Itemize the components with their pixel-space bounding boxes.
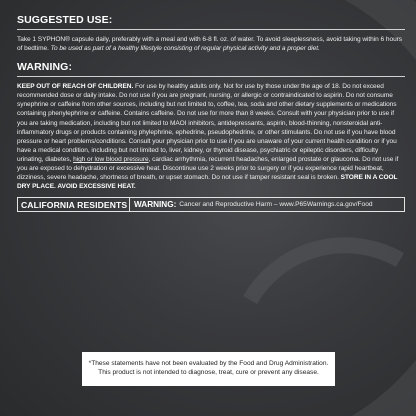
warning-underlined-condition: high or low blood pressure [73, 155, 149, 163]
prop65-warning-text: Cancer and Reproductive Harm – www.P65Warnings.ca.gov/Food [179, 201, 373, 209]
divider [17, 29, 405, 30]
warning-text [17, 82, 405, 191]
prop65-warning-label: WARNING: [134, 200, 177, 210]
fda-disclaimer-line2: This product is not intended to diagnose, treat, cure or prevent any disease. [98, 369, 319, 376]
fda-disclaimer-box [82, 352, 335, 386]
suggested-use-instructions: Take 1 SYPHON® capsule daily, preferably with a meal and with 6-8 fl. oz. of water. To avoid sleeplessness, avoid taking within 6 hours of bedtime. [17, 36, 403, 53]
california-warning-box [17, 197, 405, 212]
warning-body-part1: For use by healthy adults only. Not for use by those under the age of 18. Do not exceed recommended dose or daily intake. Do not use if you are pregnant, nursing, or allergic or contraindicated to aspirin. Do not consume synephrine or caffeine from other sources, including but not limited to, coffee, tea, soda and other dietary supplements or medications containing phenylephrine or caffeine. Contains caffeine. Do not use for more than 8 weeks. Consult with your physician prior to use if you are taking medication, including but not limited to MAOI inhibitors, antidepressants, aspirin, blood-thinning, nonsteroidal anti-inflammatory drugs or products containing phylephrine, ephedrine, pseudophedrine, or other stimulants. Do not use if you have blood pressure or heart problems/conditions. Consult your physician prior to use if you are unaware of your current health condition or if you have a medical condition, including but not limited to, liver, kidney, or thyroid disease, psychiatric or epileptic disorders, difficulty urinating, diabetes, [17, 83, 397, 163]
prop65-warning [130, 198, 404, 211]
warning-keep-out-of-reach: KEEP OUT OF REACH OF CHILDREN. [17, 83, 134, 91]
divider [17, 76, 405, 77]
suggested-use-lifestyle-note: To be used as part of a healthy lifestyle consisting of regular physical activity and a proper diet. [50, 45, 320, 53]
suggested-use-text [17, 35, 405, 53]
suggested-use-heading: SUGGESTED USE: [17, 14, 113, 26]
fda-disclaimer-line1: *These statements have not been evaluated by the Food and Drug Administration. [88, 360, 329, 367]
warning-body-part2: , cardiac arrhythmia, recurrent headaches, enlarged prostate or glaucoma. Do not use if you are exposed to dehydration or excessive heat. Discontinue use 2 weeks prior to surgery or if you experience rapid heartbeat, dizziness, severe headache, shortness of breath, or upset stomach. Do not use if tamper resistant seal is broken. [17, 155, 399, 182]
label-panel [17, 14, 405, 212]
warning-storage-instruction: STORE IN A COOL DRY PLACE. AVOID EXCESSIVE HEAT. [17, 174, 398, 191]
california-residents-label: CALIFORNIA RESIDENTS [18, 198, 130, 211]
warning-heading: WARNING: [17, 61, 73, 74]
